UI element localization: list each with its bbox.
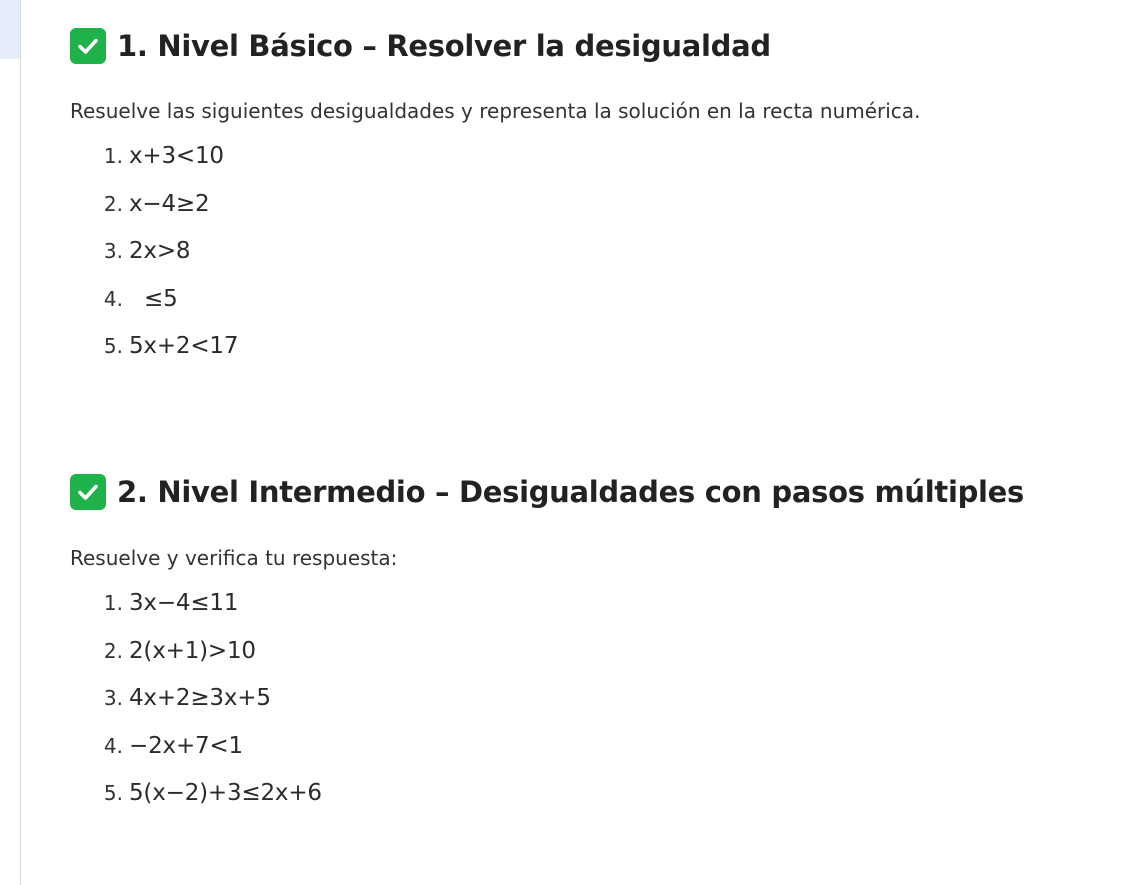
section-heading-text: 2. Nivel Intermedio – Desigualdades con pasos múltiples [117, 475, 1025, 509]
exercise-item [70, 685, 1024, 733]
exercise-expression: 4x+2≥3x+5 [129, 685, 271, 711]
check-mark-icon [70, 474, 106, 510]
exercise-number: 5. [103, 334, 123, 358]
exercise-expression: 5x+2<17 [129, 333, 239, 359]
exercise-expression: 3x−4≤11 [129, 590, 239, 616]
section-heading [70, 472, 1024, 512]
document-content [70, 0, 1120, 806]
section-intermediate [70, 472, 1024, 828]
exercise-number: 2. [103, 191, 123, 216]
exercise-number: 5. [103, 781, 123, 805]
exercise-item [70, 333, 1120, 381]
section-heading-text: 1. Nivel Básico – Resolver la desigualdad [117, 29, 771, 63]
left-rail-tab[interactable] [0, 0, 20, 59]
exercise-number: 1. [103, 591, 123, 615]
left-rail [0, 0, 21, 885]
exercise-number: 4. [103, 286, 123, 311]
check-mark-icon [70, 28, 106, 64]
exercise-item [70, 590, 1024, 638]
exercise-list [70, 590, 1024, 828]
exercise-expression: ≤5 [144, 285, 178, 312]
exercise-number: 2. [103, 638, 123, 663]
exercise-item [70, 286, 1120, 334]
exercise-expression: 2x>8 [129, 238, 191, 264]
exercise-item [70, 238, 1120, 286]
exercise-number: 3. [103, 239, 123, 263]
exercise-expression: x−4≥2 [129, 190, 210, 217]
exercise-expression: 5(x−2)+3≤2x+6 [129, 780, 322, 806]
exercise-expression: 2(x+1)>10 [129, 637, 256, 664]
exercise-item [70, 780, 1024, 828]
exercise-item [70, 143, 1120, 191]
exercise-number: 1. [103, 144, 123, 168]
section-basic [70, 0, 1120, 381]
section-intro: Resuelve las siguientes desigualdades y representa la solución en la recta numérica. [70, 99, 921, 123]
exercise-item [70, 733, 1024, 781]
section-intro: Resuelve y verifica tu respuesta: [70, 546, 398, 570]
exercise-list [70, 143, 1120, 381]
exercise-expression: x+3<10 [129, 143, 224, 169]
exercise-number: 4. [103, 733, 123, 758]
exercise-item [70, 191, 1120, 239]
exercise-item [70, 638, 1024, 686]
exercise-number: 3. [103, 686, 123, 710]
section-heading [70, 26, 1120, 66]
exercise-expression: −2x+7<1 [129, 732, 243, 759]
